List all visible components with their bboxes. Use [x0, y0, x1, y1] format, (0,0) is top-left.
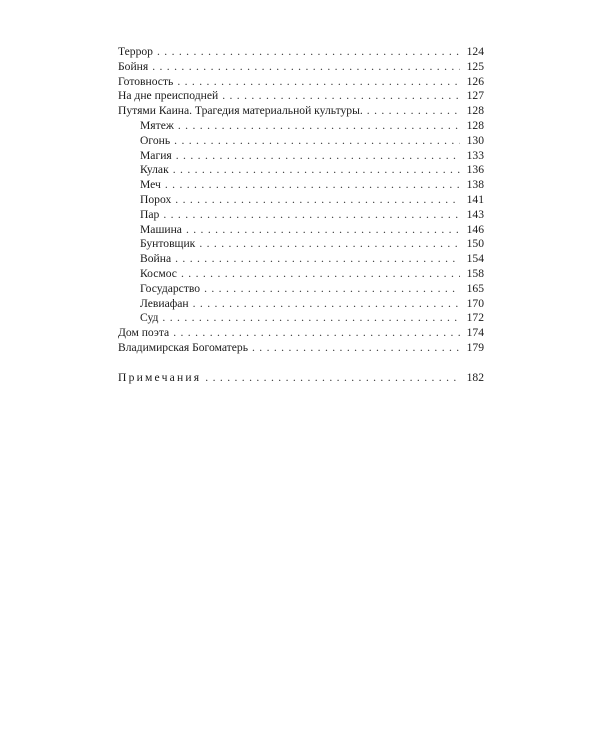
toc-entry-putyami-kaina: [118, 104, 484, 119]
toc-entry-title: На дне преисподней: [118, 89, 219, 103]
dot-leader: [165, 178, 460, 193]
toc-entry-title: Государство: [140, 281, 201, 295]
toc-subentry-gosudarstvo: [118, 282, 484, 297]
dot-leader: [367, 104, 460, 119]
toc-subentry-voina: [118, 252, 484, 267]
toc-entry-page: 143: [466, 207, 484, 221]
toc-entry-page: 172: [466, 311, 484, 325]
toc-entry-title: Путями Каина. Трагедия материальной культуры.: [118, 104, 363, 118]
toc-entry-page: 174: [466, 326, 484, 340]
toc-entry-page: 128: [466, 118, 484, 132]
dot-leader: [199, 237, 460, 252]
toc-entry-title: Космос: [140, 266, 177, 280]
dot-leader: [181, 267, 460, 282]
toc-entry-title: Террор: [118, 45, 153, 58]
toc-entry-page: 182: [466, 370, 484, 384]
dot-leader: [175, 252, 460, 267]
dot-leader: [186, 223, 460, 238]
toc-entry-page: 124: [466, 45, 484, 58]
dot-leader: [222, 89, 460, 104]
dot-leader: [176, 149, 460, 164]
toc-entry-title: Машина: [140, 222, 182, 236]
toc-entry-title: Магия: [140, 148, 172, 162]
toc-entry-page: 150: [466, 237, 484, 251]
toc-subentry-sud: [118, 311, 484, 326]
toc-subentry-kosmos: [118, 267, 484, 282]
dot-leader: [204, 282, 460, 297]
toc-subentry-porokh: [118, 193, 484, 208]
toc-entry-title: Порох: [140, 192, 172, 206]
toc-subentry-buntovshchik: [118, 237, 484, 252]
dot-leader: [205, 371, 460, 386]
toc-entry-title: Готовность: [118, 74, 174, 88]
toc-entry-title: Бойня: [118, 59, 149, 73]
toc-subentry-kulak: [118, 163, 484, 178]
toc-subentry-par: [118, 208, 484, 223]
dot-leader: [252, 341, 460, 356]
dot-leader: [175, 193, 460, 208]
toc-subentry-mech: [118, 178, 484, 193]
toc-entry-title: Суд: [140, 311, 159, 325]
dot-leader: [173, 163, 460, 178]
toc-entry-page: 130: [466, 133, 484, 147]
toc-entry-gotovnost: [118, 75, 484, 90]
toc-entry-vladimirskaya: [118, 341, 484, 356]
dot-leader: [173, 326, 460, 341]
dot-leader: [152, 60, 460, 75]
toc-entry-page: 141: [466, 192, 484, 206]
toc-entry-title: Кулак: [140, 163, 169, 177]
dot-leader: [157, 45, 460, 60]
toc-entry-page: 158: [466, 266, 484, 280]
dot-leader: [174, 134, 460, 149]
toc-entry-page: 127: [466, 89, 484, 103]
toc-entry-page: 126: [466, 74, 484, 88]
toc-entry-na-dne: [118, 89, 484, 104]
toc-entry-page: 170: [466, 296, 484, 310]
toc-entry-title: Бунтовщик: [140, 237, 196, 251]
dot-leader: [178, 119, 460, 134]
toc-entry-page: 125: [466, 59, 484, 73]
toc-entry-page: 165: [466, 281, 484, 295]
toc-entry-title: Мятеж: [140, 118, 174, 132]
toc-entry-title: Огонь: [140, 133, 171, 147]
toc-entry-page: 179: [466, 340, 484, 354]
toc-entry-primechaniya: [118, 371, 484, 386]
dot-leader: [177, 75, 460, 90]
toc-entry-title: Пар: [140, 207, 160, 221]
toc-entry-boinya: [118, 60, 484, 75]
toc-subentry-mashina: [118, 223, 484, 238]
toc-subentry-myatezh: [118, 119, 484, 134]
toc-entry-title: Меч: [140, 178, 161, 192]
toc-entry-title: Левиафан: [140, 296, 189, 310]
toc-entry-page: 128: [466, 104, 484, 118]
toc-subentry-magiya: [118, 149, 484, 164]
toc-entry-page: 133: [466, 148, 484, 162]
toc-entry-terror: [118, 45, 484, 60]
table-of-contents: [118, 45, 484, 386]
dot-leader: [193, 297, 460, 312]
toc-entry-dom-poeta: [118, 326, 484, 341]
toc-subentry-leviafan: [118, 297, 484, 312]
toc-entry-page: 154: [466, 252, 484, 266]
toc-subentry-ogon: [118, 134, 484, 149]
dot-leader: [162, 311, 460, 326]
toc-entry-title: Дом поэта: [118, 326, 170, 340]
toc-entry-page: 146: [466, 222, 484, 236]
toc-entry-title: Владимирская Богоматерь: [118, 340, 248, 354]
dot-leader: [163, 208, 460, 223]
toc-entry-page: 138: [466, 178, 484, 192]
toc-entry-title: Примечания: [118, 370, 202, 384]
toc-entry-page: 136: [466, 163, 484, 177]
toc-entry-title: Война: [140, 252, 172, 266]
